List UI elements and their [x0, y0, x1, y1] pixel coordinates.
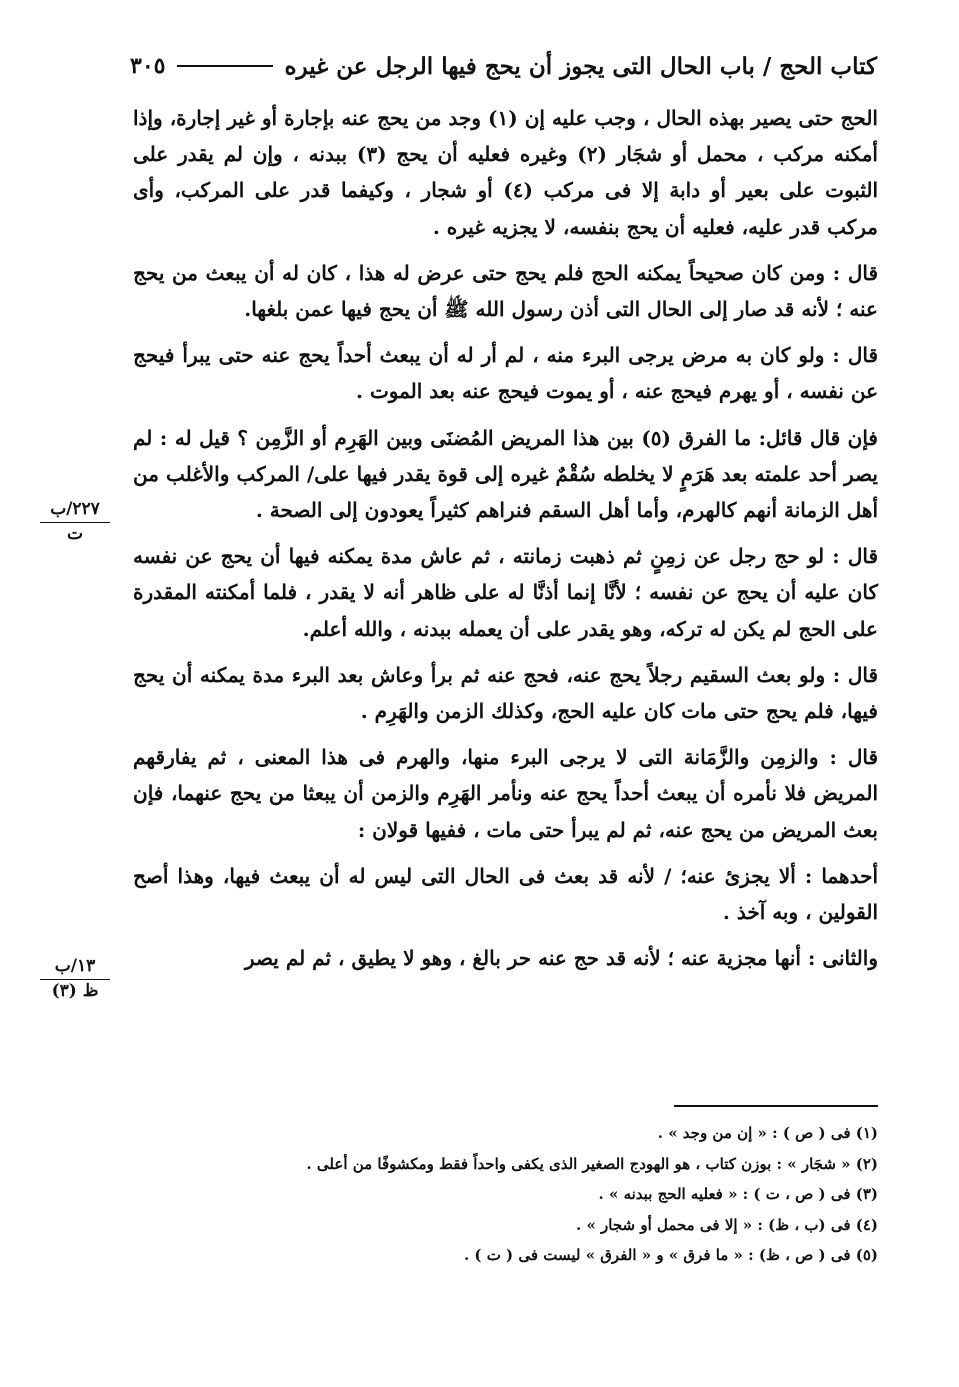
- main-text: [133, 100, 878, 986]
- footnote-separator: [674, 1105, 878, 1107]
- margin-note-manuscript: ت: [66, 524, 83, 544]
- margin-note-folio: ٢٢٧/ب: [40, 498, 110, 523]
- paragraph-lead: قال: [847, 260, 878, 285]
- paragraph-text: : ألا يجزئ عنه؛ / لأنه قد بعث فى الحال التى ليس له أن يبعث فيها، وهذا أصح القولين ، وبه آخذ .: [133, 863, 878, 925]
- paragraph-lead: قال: [847, 544, 878, 569]
- paragraph-text: : والزمِن والزَّمَانة التى لا يرجى البرء منها، والهرم فى هذا المعنى ، ثم يفارقهم المريض فلا نأمره أن يبعث أحداً يحج عنه ونأمر الهَرِم والزمن أن يبعثا من يحج عنهما، فإن بعث المريض من يحج عنه، ثم لم يبرأ حتى مات ، ففيها قولان :: [133, 745, 878, 842]
- paragraph-lead: قال: [847, 343, 879, 368]
- paragraph: [133, 337, 878, 409]
- paragraph: [133, 538, 878, 647]
- header-rule: [177, 65, 272, 67]
- paragraph: [133, 255, 878, 327]
- paragraph: [133, 657, 878, 729]
- paragraph: [133, 739, 878, 848]
- page-header: [130, 46, 877, 86]
- margin-note-manuscript: ظ (٣): [51, 981, 99, 1001]
- paragraph-lead: قال: [847, 745, 878, 770]
- footnote: (٤) فى (ب ، ظ) : « إلا فى محمل أو شجار » .: [576, 1215, 878, 1234]
- footnote: (١) فى ( ص ) : « إن من وجد » .: [657, 1124, 878, 1142]
- footnote: (٣) فى ( ص ، ت ) : « فعليه الحج ببدنه » .: [598, 1185, 878, 1203]
- margin-note: [40, 498, 110, 545]
- paragraph: [133, 420, 878, 529]
- running-title: كتاب الحج / باب الحال التى يجوز أن يحج فيها الرجل عن غيره: [284, 52, 877, 80]
- paragraph-lead: قال: [847, 662, 878, 687]
- footnote: (٥) فى ( ص ، ظ) : « ما فرق » و « الفرق » ليست فى ( ت ) .: [463, 1246, 878, 1264]
- paragraph-text: : ولو كان به مرض يرجى البرء منه ، لم أر له أن يبعث أحداً يحج عنه حتى يبرأ فيحج عن نفسه ، أو يهرم فيحج عنه ، أو يموت فيحج عنه بعد الموت .: [133, 343, 878, 404]
- paragraph-text: فإن قال قائل: ما الفرق (٥) بين هذا المريض المُضنَى وبين الهَرِم أو الزَّمِن ؟ قيل له : لم يصر أحد علمته بعد هَرَمٍ لا يخلطه سُقْمٌ غيره إلى قوة يقدر فيها على/ المركب والأغلب من أهل الزمانة أنهم كالهرم، وأما أهل السقم فنراهم كثيراً يعودون إلى الصحة .: [133, 425, 878, 523]
- paragraph-text: : ولو بعث السقيم رجلاً يحج عنه، فحج عنه ثم برأ وعاش بعد البرء مدة يمكنه أن يحج فيها، فلم يحج حتى مات كان عليه الحج، وكذلك الزمن والهَرِم .: [133, 662, 878, 724]
- paragraph: [133, 940, 878, 976]
- paragraph-text: الحج حتى يصير بهذه الحال ، وجب عليه إن (١) وجد من يحج عنه بإجارة أو غير إجارة، وإذا أمكنه مركب ، محمل أو شجَار (٢) وغيره فعليه أن يحج (٣) ببدنه ، وإن لم يقدر على الثبوت على بعير أو دابة إلا فى مركب (٤) أو شجار ، وكيفما قدر على المركب، وأى مركب قدر عليه، فعليه أن يحج بنفسه، لا يجزيه غيره .: [133, 106, 879, 239]
- paragraph-lead: أحدهما: [821, 863, 879, 888]
- margin-note-folio: ١٣/ب: [40, 955, 110, 980]
- paragraph-text: : ومن كان صحيحاً يمكنه الحج فلم يحج حتى عرض له هذا ، كان له أن يبعث من يحج عنه ؛ لأنه قد صار إلى الحال التى أذن رسول الله ﷺ أن يحج فيها عمن بلغها.: [133, 260, 878, 322]
- margin-note: [40, 955, 110, 1002]
- footnote: (٢) « شجَار » : بوزن كتاب ، هو الهودج الصغير الذى يكفى واحداً فقط ومكشوفًا من أعلى .: [306, 1154, 878, 1173]
- paragraph-lead: والثانى: [822, 946, 878, 971]
- paragraph-text: : أنها مجزية عنه ؛ لأنه قد حج عنه حر بالغ ، وهو لا يطيق ، ثم لم يصر: [244, 946, 816, 971]
- paragraph: [133, 100, 878, 245]
- footnotes: [133, 1118, 878, 1271]
- page-number: ٣٠٥: [130, 53, 166, 79]
- paragraph: [133, 858, 878, 930]
- paragraph-text: : لو حج رجل عن زمِنٍ ثم ذهبت زمانته ، ثم عاش مدة يمكنه فيها أن يحج عن نفسه كان عليه أن يحج عن نفسه ؛ لأنَّا إنما أذنَّا له على ظاهر أنه لا يقدر ، فلما أمكنته المقدرة على الحج لم يكن له تركه، وهو يقدر على أن يعمله ببدنه ، والله أعلم.: [133, 544, 878, 641]
